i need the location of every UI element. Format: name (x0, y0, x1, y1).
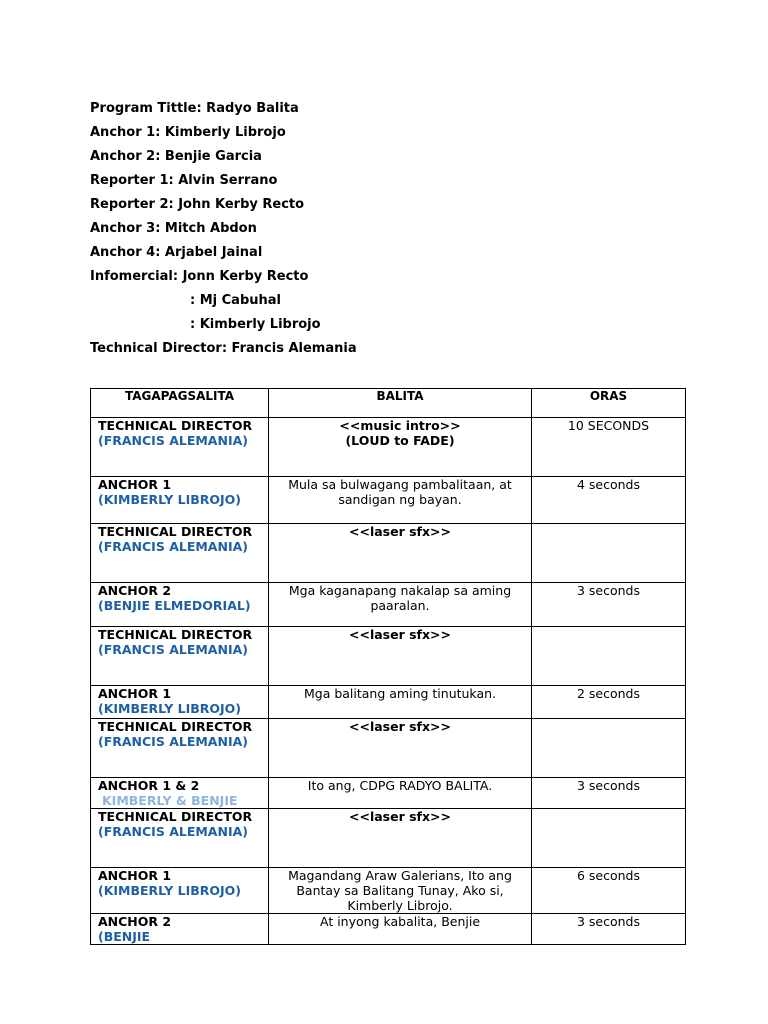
speaker-name: KIMBERLY & BENJIE (102, 793, 238, 808)
column-header-news: BALITA (269, 389, 532, 418)
speaker-name: (FRANCIS ALEMANIA) (98, 642, 248, 657)
time-cell: 4 seconds (532, 477, 686, 524)
news-cell: Magandang Araw Galerians, Ito ang Bantay sa Balitang Tunay, Ako si, Kimberly Librojo. (269, 868, 532, 914)
news-cell: <<laser sfx>> (269, 809, 532, 868)
speaker-name: (BENJIE ELMEDORIAL) (98, 598, 251, 613)
speaker-name: (BENJIE (98, 929, 151, 944)
infomercial-line-2: : Mj Cabuhal (190, 293, 281, 308)
time-cell (532, 524, 686, 583)
speaker-role: ANCHOR 2 (98, 583, 172, 598)
speaker-role: TECHNICAL DIRECTOR (98, 627, 253, 642)
speaker-name: (FRANCIS ALEMANIA) (98, 433, 248, 448)
speaker-role: TECHNICAL DIRECTOR (98, 418, 253, 433)
news-cell: <<music intro>> (LOUD to FADE) (269, 418, 532, 477)
speaker-cell (91, 868, 269, 914)
speaker-role: TECHNICAL DIRECTOR (98, 524, 253, 539)
time-cell (532, 627, 686, 686)
speaker-name: (KIMBERLY LIBROJO) (98, 883, 241, 898)
table-row (91, 868, 686, 914)
speaker-cell (91, 809, 269, 868)
speaker-role: ANCHOR 1 (98, 477, 172, 492)
speaker-role: TECHNICAL DIRECTOR (98, 809, 253, 824)
table-row (91, 477, 686, 524)
speaker-role: TECHNICAL DIRECTOR (98, 719, 253, 734)
news-cell: <<laser sfx>> (269, 719, 532, 778)
speaker-name: (FRANCIS ALEMANIA) (98, 539, 248, 554)
reporter-1-line: Reporter 1: Alvin Serrano (90, 173, 278, 188)
table-row (91, 583, 686, 627)
time-cell: 3 seconds (532, 778, 686, 809)
anchor-3-line: Anchor 3: Mitch Abdon (90, 221, 257, 236)
news-cell: Mga kaganapang nakalap sa aming paaralan. (269, 583, 532, 627)
table-row (91, 914, 686, 945)
speaker-name: (KIMBERLY LIBROJO) (98, 492, 241, 507)
time-cell: 3 seconds (532, 914, 686, 945)
column-header-time: ORAS (532, 389, 686, 418)
anchor-2-line: Anchor 2: Benjie Garcia (90, 149, 262, 164)
speaker-role: ANCHOR 1 (98, 868, 172, 883)
reporter-2-line: Reporter 2: John Kerby Recto (90, 197, 305, 212)
news-cell: <<laser sfx>> (269, 524, 532, 583)
table-row (91, 809, 686, 868)
news-cell: <<laser sfx>> (269, 627, 532, 686)
script-table (90, 388, 686, 945)
table-header-row (91, 389, 686, 418)
time-cell (532, 719, 686, 778)
table-row (91, 719, 686, 778)
news-cell: Ito ang, CDPG RADYO BALITA. (269, 778, 532, 809)
speaker-role: ANCHOR 2 (98, 914, 172, 929)
anchor-4-line: Anchor 4: Arjabel Jainal (90, 245, 263, 260)
speaker-cell (91, 627, 269, 686)
technical-director-line: Technical Director: Francis Alemania (90, 341, 357, 356)
time-cell: 10 SECONDS (532, 418, 686, 477)
table-row (91, 778, 686, 809)
speaker-role: ANCHOR 1 & 2 (98, 778, 200, 793)
time-cell: 6 seconds (532, 868, 686, 914)
speaker-name: (FRANCIS ALEMANIA) (98, 824, 248, 839)
speaker-role: ANCHOR 1 (98, 686, 172, 701)
time-cell: 3 seconds (532, 583, 686, 627)
time-cell (532, 809, 686, 868)
table-row (91, 627, 686, 686)
speaker-cell (91, 686, 269, 719)
anchor-1-line: Anchor 1: Kimberly Librojo (90, 125, 286, 140)
table-row (91, 418, 686, 477)
infomercial-line-3: : Kimberly Librojo (190, 317, 321, 332)
table-row (91, 524, 686, 583)
news-cell: At inyong kabalita, Benjie (269, 914, 532, 945)
table-row (91, 686, 686, 719)
speaker-cell (91, 524, 269, 583)
time-cell: 2 seconds (532, 686, 686, 719)
speaker-cell (91, 583, 269, 627)
program-title: Program Tittle: Radyo Balita (90, 101, 299, 116)
news-cell: Mga balitang aming tinutukan. (269, 686, 532, 719)
speaker-cell (91, 914, 269, 945)
program-header (90, 99, 690, 363)
speaker-cell (91, 418, 269, 477)
column-header-speaker: TAGAPAGSALITA (91, 389, 269, 418)
speaker-name: (FRANCIS ALEMANIA) (98, 734, 248, 749)
infomercial-line: Infomercial: Jonn Kerby Recto (90, 269, 309, 284)
speaker-name: (KIMBERLY LIBROJO) (98, 701, 241, 716)
speaker-cell (91, 477, 269, 524)
speaker-cell (91, 778, 269, 809)
speaker-cell (91, 719, 269, 778)
news-cell: Mula sa bulwagang pambalitaan, at sandigan ng bayan. (269, 477, 532, 524)
